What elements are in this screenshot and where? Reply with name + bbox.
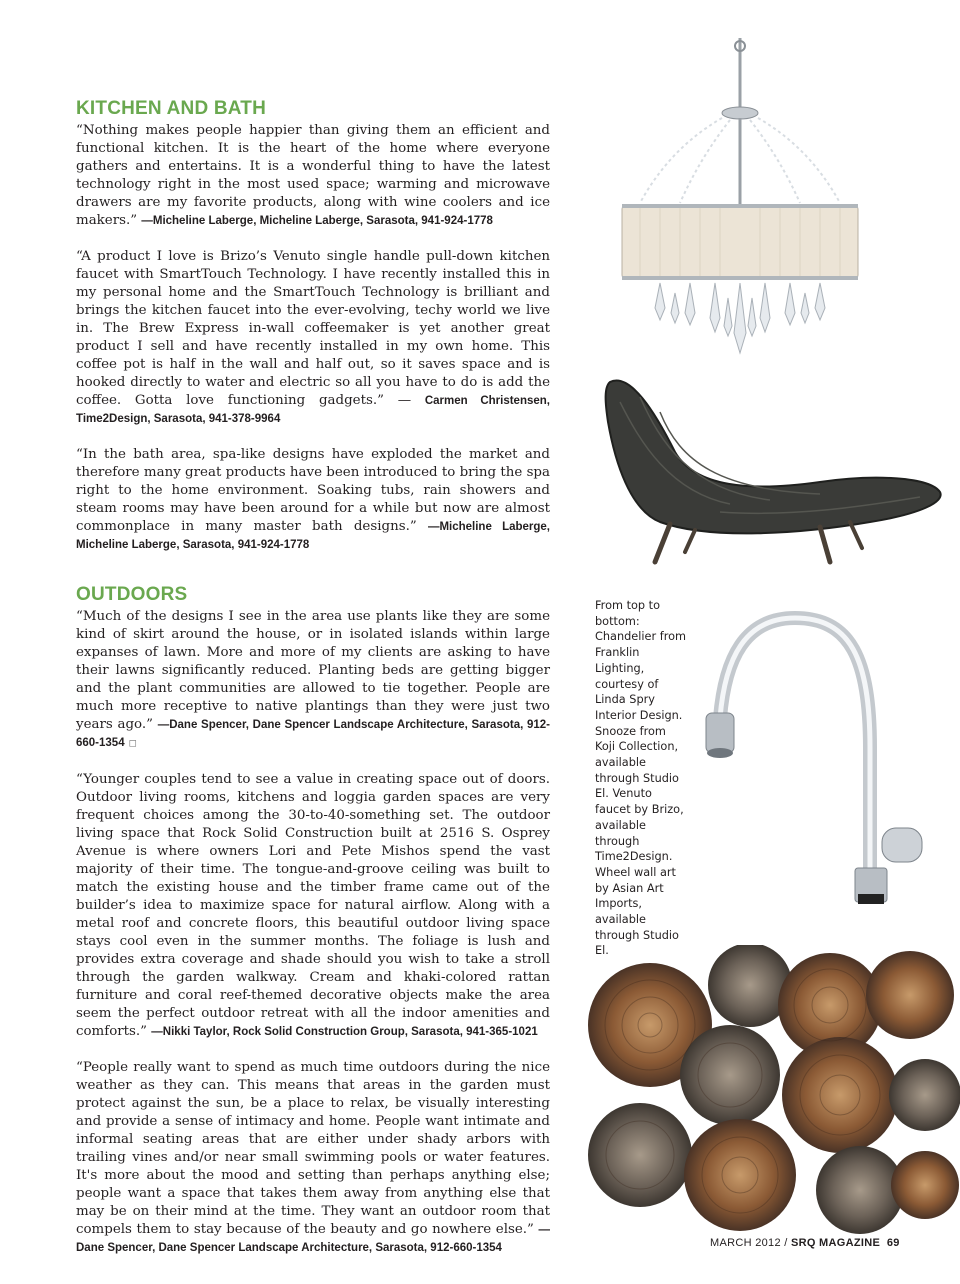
quote-kitchen-3: “In the bath area, spa-like designs have exploded the market and therefore many great products have been introduced to bring the spa right to the home environment. Soaking tubs, rain showers and steam rooms may have been around for a while but now are almost commonplace in many master bath designs.” —Micheline Laberge, Micheline Laberge, Sarasota, 941-924-1778: [76, 447, 550, 551]
quote-attribution: —Micheline Laberge, Micheline Laberge, Sarasota, 941-924-1778: [76, 521, 550, 551]
quote-attribution: —Micheline Laberge, Micheline Laberge, Sarasota, 941-924-1778: [141, 215, 493, 227]
chaise-lounge-image: [600, 372, 945, 572]
quote-attribution: —Nikki Taylor, Rock Solid Construction Group, Sarasota, 941-365-1021: [151, 1026, 538, 1038]
quote-attribution: —Dane Spencer, Dane Spencer Landscape Architecture, Sarasota, 912-660-1354: [76, 1224, 550, 1254]
quote-outdoors-1: “Much of the designs I see in the area use plants like they are some kind of skirt around the house, or in isolated islands within large expanses of lawn. More and more of my clients are asking to have their lawns significantly reduced. Planting beds are getting bigger and the plant communities are allowed to tie together. People are much more receptive to native plantings than they were just two years ago.” —Dane Spencer, Dane Spencer Landscape Architecture, Sarasota, 912-660-1354 ◻: [76, 609, 550, 749]
section-heading-kitchen: KITCHEN AND BATH: [76, 98, 267, 119]
photo-caption: From top to bottom: Chandelier from Franklin Lighting, courtesy of Linda Spry Interior Design. Snooze from Koji Collection, available through Studio El. Venuto faucet by Brizo, available through Time2Design. Wheel wall art by Asian Art Imports, available through Studio El.: [595, 599, 687, 958]
end-mark-icon: ◻: [128, 738, 137, 749]
magazine-name: SRQ MAGAZINE: [790, 1237, 881, 1249]
quote-attribution: —Dane Spencer, Dane Spencer Landscape Architecture, Sarasota, 912-660-1354: [76, 719, 550, 749]
quote-attribution: Carmen Christensen, Time2Design, Sarasota, 941-378-9964: [76, 395, 550, 425]
page-footer: MARCH 2012 / SRQ MAGAZINE 69: [710, 1237, 900, 1249]
quote-outdoors-3: “People really want to spend as much time outdoors during the nice weather as they can. This means that areas in the garden must protect against the sun, be a place to relax, be visually interesting and provide a sense of intimacy and home. People want intimate and informal seating areas that are either under shady arbors with trailing vines and/or near small swimming pools or water features. It's more about the mood and setting than perhaps anything else; people want a space that takes them away from anything else that may be on their mind at the time. They want an outdoor room that compels them to stay because of the beauty and go nowhere else.” —Dane Spencer, Dane Spencer Landscape Architecture, Sarasota, 912-660-1354: [76, 1060, 550, 1254]
wheel-wall-art-image: [580, 945, 960, 1235]
chandelier-image: [610, 38, 870, 378]
page-number: 69: [886, 1237, 900, 1249]
section-heading-outdoors: OUTDOORS: [76, 584, 188, 605]
faucet-image: [700, 598, 940, 910]
quote-outdoors-2: “Younger couples tend to see a value in creating space out of doors. Outdoor living rooms, kitchens and loggia garden spaces are very frequent choices among the 30-to-40-something set. The outdoor living space that Rock Solid Construction built at 2516 S. Osprey Avenue is where owners Lori and Pete Mishos spend the vast majority of their time. The tongue-and-groove ceiling was built to match the existing house and the timber frame came out of the builder’s idea to maximize space for natural airflow. Along with a metal roof and concrete floors, this beautiful outdoor living space stays cool even in the summer months. The foliage is lush and provides extra coverage and shade should you wish to take a stroll through the garden walkway. Cream and khaki-colored rattan furniture and coral reef-themed decorative objects make the area seem the perfect outdoor retreat with all the indoor amenities and comforts.” —Nikki Taylor, Rock Solid Construction Group, Sarasota, 941-365-1021: [76, 772, 550, 1039]
quote-kitchen-2: “A product I love is Brizo’s Venuto single handle pull-down kitchen faucet with SmartTouch Technology. I have recently installed this in my personal home and the SmartTouch Technology is brilliant and brings the kitchen faucet into the ever-evolving, techy world we live in. The Brew Express in-wall coffeemaker is yet another great product I sell and have recently installed in my own home. This coffee pot is half in the wall and half out, so it saves space and is hooked directly to water and electric so all you have to do is add the coffee. Gotta love functioning gadgets.” — Carmen Christensen, Time2Design, Sarasota, 941-378-9964: [76, 249, 550, 425]
article-column: [76, 98, 550, 1275]
quote-kitchen-1: “Nothing makes people happier than giving them an efficient and functional kitchen. It is the heart of the home where everyone gathers and entertains. It is a wonderful thing to have the latest technology right in the most used space; warming and microwave drawers are my favorite products, along with wine coolers and ice makers.” —Micheline Laberge, Micheline Laberge, Sarasota, 941-924-1778: [76, 123, 550, 228]
